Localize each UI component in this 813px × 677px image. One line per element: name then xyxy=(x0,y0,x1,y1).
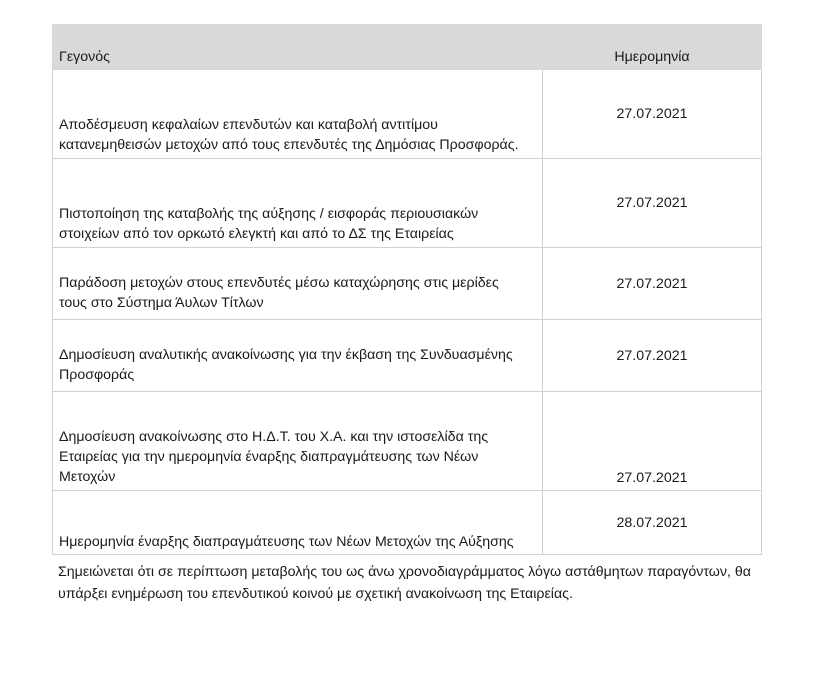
event-cell: Πιστοποίηση της καταβολής της αύξησης / εισφοράς περιουσιακών στοιχείων από τον ορκωτό ελεγκτή και από το ΔΣ της Εταιρείας xyxy=(53,159,543,248)
table-header xyxy=(53,24,762,70)
date-cell: 27.07.2021 xyxy=(543,392,762,491)
date-cell: 27.07.2021 xyxy=(543,159,762,248)
column-header-event: Γεγονός xyxy=(53,24,543,70)
event-cell: Παράδοση μετοχών στους επενδυτές μέσω καταχώρησης στις μερίδες τους στο Σύστημα Άυλων Τίτλων xyxy=(53,248,543,320)
date-cell: 28.07.2021 xyxy=(543,491,762,555)
table-row xyxy=(53,70,762,159)
table-row xyxy=(53,392,762,491)
date-cell: 27.07.2021 xyxy=(543,248,762,320)
table-row xyxy=(53,248,762,320)
table-row xyxy=(53,320,762,392)
table-row xyxy=(53,159,762,248)
column-header-date: Ημερομηνία xyxy=(543,24,762,70)
date-cell: 27.07.2021 xyxy=(543,320,762,392)
event-cell: Δημοσίευση αναλυτικής ανακοίνωσης για την έκβαση της Συνδυασμένης Προσφοράς xyxy=(53,320,543,392)
event-cell: Δημοσίευση ανακοίνωσης στο Η.Δ.Τ. του Χ.Α. και την ιστοσελίδα της Εταιρείας για την ημερομηνία έναρξης διαπραγμάτευσης των Νέων Μετοχών xyxy=(53,392,543,491)
event-cell: Αποδέσμευση κεφαλαίων επενδυτών και καταβολή αντιτίμου κατανεμηθεισών μετοχών από τους επενδυτές της Δημόσιας Προσφοράς. xyxy=(53,70,543,159)
date-cell: 27.07.2021 xyxy=(543,70,762,159)
footnote-paragraph: Σημειώνεται ότι σε περίπτωση μεταβολής του ως άνω χρονοδιαγράμματος λόγω αστάθμητων παραγόντων, θα υπάρξει ενημέρωση του επενδυτικού κοινού με σχετική ανακοίνωση της Εταιρείας. xyxy=(58,564,751,602)
header-row xyxy=(53,24,762,70)
event-cell: Ημερομηνία έναρξης διαπραγμάτευσης των Νέων Μετοχών της Αύξησης xyxy=(53,491,543,555)
table-row xyxy=(53,491,762,555)
table-body xyxy=(53,70,762,555)
schedule-table xyxy=(52,24,762,555)
